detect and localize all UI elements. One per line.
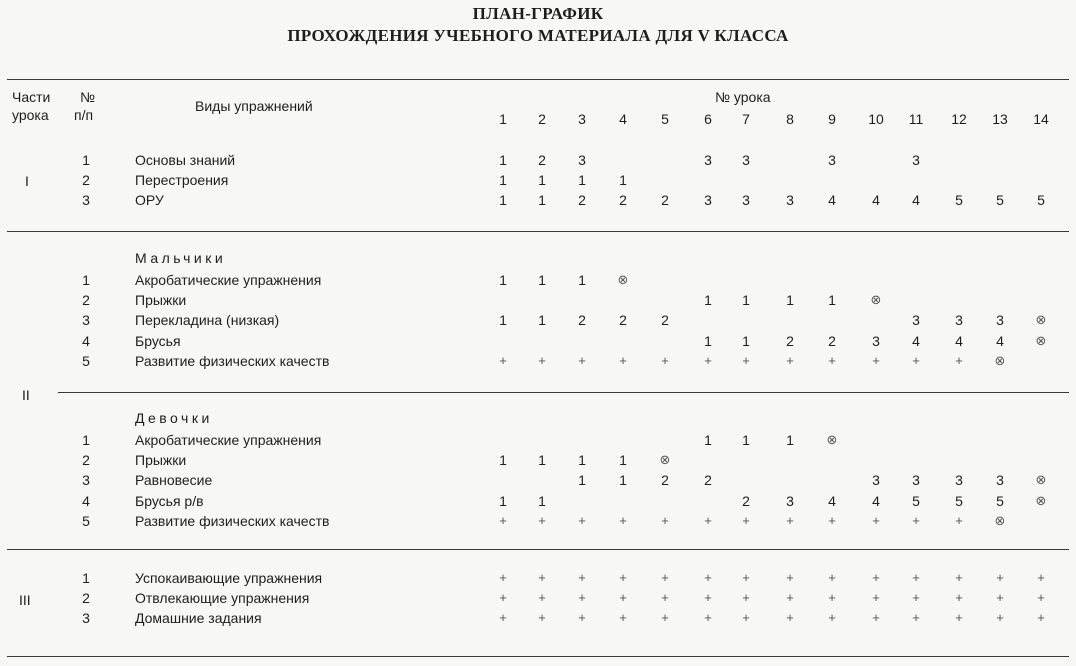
lesson-number-3: 3 <box>578 111 586 127</box>
row-number: 3 <box>82 610 90 626</box>
lesson-cell: + <box>872 610 880 625</box>
lesson-cell: + <box>499 353 507 368</box>
lesson-cell: 1 <box>742 432 750 448</box>
lesson-cell: 5 <box>996 493 1004 509</box>
lesson-cell: 2 <box>786 333 794 349</box>
header-parts-line1: Части <box>12 89 51 105</box>
lesson-cell: + <box>996 590 1004 605</box>
exercise-name: Перестроения <box>135 172 229 188</box>
lesson-cell: 1 <box>578 172 586 188</box>
row-number: 2 <box>82 590 90 606</box>
lesson-cell: + <box>661 513 669 528</box>
exercise-name: Брусья <box>135 333 181 349</box>
header-parts-line2: урока <box>12 107 49 123</box>
lesson-cell: 5 <box>955 192 963 208</box>
part-label-I: I <box>25 173 29 189</box>
lesson-cell: + <box>619 590 627 605</box>
lesson-cell: 1 <box>538 192 546 208</box>
lesson-cell: + <box>704 513 712 528</box>
lesson-cell: 1 <box>499 312 507 328</box>
lesson-cell: + <box>499 610 507 625</box>
rule-between-groups <box>58 392 1069 393</box>
lesson-cell: + <box>955 353 963 368</box>
row-number: 4 <box>82 333 90 349</box>
row-number: 1 <box>82 152 90 168</box>
lesson-cell: 5 <box>996 192 1004 208</box>
row-number: 3 <box>82 192 90 208</box>
lesson-cell: + <box>619 610 627 625</box>
lesson-cell: + <box>1037 590 1045 605</box>
lesson-cell: 4 <box>955 333 963 349</box>
lesson-cell: 3 <box>578 152 586 168</box>
lesson-number-2: 2 <box>538 111 546 127</box>
rule-after-part-2 <box>7 549 1069 550</box>
lesson-cell: 3 <box>704 192 712 208</box>
lesson-cell: 1 <box>578 452 586 468</box>
lesson-cell: 4 <box>872 493 880 509</box>
lesson-cell: + <box>955 513 963 528</box>
lesson-cell: 1 <box>704 432 712 448</box>
row-number: 1 <box>82 432 90 448</box>
lesson-cell: + <box>742 610 750 625</box>
lesson-cell: 5 <box>1037 192 1045 208</box>
lesson-cell: 3 <box>872 333 880 349</box>
exercise-name: Успокаивающие упражнения <box>135 570 323 586</box>
row-number: 3 <box>82 472 90 488</box>
lesson-cell: 1 <box>619 452 627 468</box>
part-label-II: II <box>22 387 30 403</box>
row-number: 3 <box>82 312 90 328</box>
lesson-cell: + <box>538 610 546 625</box>
lesson-cell: 1 <box>538 493 546 509</box>
lesson-number-10: 10 <box>868 111 884 127</box>
lesson-cell: ⊗ <box>870 292 882 307</box>
row-number: 5 <box>82 353 90 369</box>
lesson-cell: 1 <box>499 272 507 288</box>
lesson-cell: 2 <box>661 472 669 488</box>
lesson-cell: 3 <box>996 312 1004 328</box>
lesson-cell: + <box>538 353 546 368</box>
lesson-cell: + <box>828 610 836 625</box>
lesson-cell: + <box>955 570 963 585</box>
lesson-number-5: 5 <box>661 111 669 127</box>
row-number: 2 <box>82 292 90 308</box>
lesson-cell: + <box>786 513 794 528</box>
lesson-cell: + <box>828 353 836 368</box>
lesson-cell: 2 <box>578 192 586 208</box>
lesson-cell: + <box>704 570 712 585</box>
lesson-cell: 5 <box>912 493 920 509</box>
lesson-cell: ⊗ <box>826 432 838 447</box>
lesson-cell: + <box>661 570 669 585</box>
row-number: 1 <box>82 272 90 288</box>
lesson-cell: 3 <box>828 152 836 168</box>
lesson-cell: 4 <box>828 493 836 509</box>
rule-after-part-1 <box>7 231 1069 232</box>
lesson-cell: 1 <box>619 472 627 488</box>
exercise-name: Прыжки <box>135 292 187 308</box>
lesson-cell: 1 <box>538 452 546 468</box>
lesson-cell: + <box>661 590 669 605</box>
lesson-cell: 2 <box>619 312 627 328</box>
lesson-cell: + <box>912 570 920 585</box>
lesson-cell: 1 <box>704 333 712 349</box>
lesson-cell: + <box>828 513 836 528</box>
header-num-line1: № <box>80 89 96 105</box>
lesson-cell: 4 <box>912 192 920 208</box>
row-number: 2 <box>82 172 90 188</box>
lesson-cell: ⊗ <box>994 353 1006 368</box>
lesson-cell: ⊗ <box>1035 312 1047 327</box>
lesson-cell: + <box>538 590 546 605</box>
group-label: Девочки <box>135 410 213 426</box>
lesson-cell: 1 <box>786 292 794 308</box>
lesson-cell: + <box>538 513 546 528</box>
lesson-cell: + <box>742 590 750 605</box>
lesson-cell: + <box>786 610 794 625</box>
exercise-name: Брусья р/в <box>135 493 204 509</box>
lesson-cell: + <box>742 570 750 585</box>
lesson-cell: + <box>578 610 586 625</box>
lesson-cell: 2 <box>619 192 627 208</box>
lesson-cell: + <box>1037 610 1045 625</box>
lesson-cell: 1 <box>578 472 586 488</box>
lesson-cell: + <box>578 590 586 605</box>
lesson-cell: 4 <box>996 333 1004 349</box>
lesson-cell: ⊗ <box>994 513 1006 528</box>
lesson-cell: 3 <box>872 472 880 488</box>
lesson-cell: + <box>996 610 1004 625</box>
lesson-cell: + <box>912 610 920 625</box>
lesson-cell: + <box>1037 570 1045 585</box>
lesson-cell: + <box>786 570 794 585</box>
lesson-cell: + <box>786 353 794 368</box>
lesson-cell: 5 <box>955 493 963 509</box>
lesson-cell: + <box>619 570 627 585</box>
lesson-cell: + <box>955 590 963 605</box>
exercise-name: Развитие физических качеств <box>135 353 330 369</box>
lesson-number-13: 13 <box>992 111 1008 127</box>
lesson-cell: + <box>742 353 750 368</box>
lesson-cell: + <box>578 513 586 528</box>
lesson-cell: 1 <box>828 292 836 308</box>
lesson-cell: 2 <box>661 312 669 328</box>
lesson-cell: 3 <box>704 152 712 168</box>
exercise-name: ОРУ <box>135 192 164 208</box>
lesson-cell: + <box>872 590 880 605</box>
exercise-name: Акробатические упражнения <box>135 272 322 288</box>
lesson-cell: + <box>786 590 794 605</box>
lesson-cell: ⊗ <box>659 452 671 467</box>
lesson-cell: + <box>742 513 750 528</box>
exercise-name: Акробатические упражнения <box>135 432 322 448</box>
lesson-cell: + <box>872 570 880 585</box>
lesson-number-4: 4 <box>619 111 627 127</box>
lesson-cell: + <box>996 570 1004 585</box>
header-exercise-types: Виды упражнений <box>195 98 313 114</box>
lesson-cell: 4 <box>828 192 836 208</box>
lesson-cell: + <box>499 590 507 605</box>
group-label: Мальчики <box>135 250 227 266</box>
header-num-line2: п/п <box>74 107 94 123</box>
lesson-cell: + <box>828 570 836 585</box>
doc-title-line2: ПРОХОЖДЕНИЯ УЧЕБНОГО МАТЕРИАЛА ДЛЯ V КЛАССА <box>287 26 789 45</box>
lesson-cell: + <box>704 353 712 368</box>
lesson-cell: + <box>912 353 920 368</box>
lesson-cell: 1 <box>704 292 712 308</box>
lesson-cell: 3 <box>742 192 750 208</box>
lesson-cell: 3 <box>912 312 920 328</box>
lesson-cell: 3 <box>955 472 963 488</box>
lesson-cell: + <box>704 590 712 605</box>
lesson-cell: + <box>499 513 507 528</box>
lesson-cell: 1 <box>742 333 750 349</box>
lesson-cell: 1 <box>578 272 586 288</box>
lesson-cell: 1 <box>499 172 507 188</box>
doc-title-line1: ПЛАН-ГРАФИК <box>472 4 604 23</box>
exercise-name: Равновесие <box>135 472 213 488</box>
lesson-cell: 3 <box>996 472 1004 488</box>
lesson-cell: + <box>872 513 880 528</box>
lesson-cell: 1 <box>538 272 546 288</box>
lesson-cell: + <box>578 353 586 368</box>
exercise-name: Развитие физических качеств <box>135 513 330 529</box>
lesson-cell: 2 <box>538 152 546 168</box>
lesson-cell: + <box>955 610 963 625</box>
rule-bottom <box>7 656 1069 657</box>
part-label-III: III <box>19 592 31 608</box>
lesson-cell: 1 <box>786 432 794 448</box>
exercise-name: Отвлекающие упражнения <box>135 590 310 606</box>
lesson-number-9: 9 <box>828 111 836 127</box>
lesson-number-8: 8 <box>786 111 794 127</box>
lesson-cell: 4 <box>912 333 920 349</box>
lesson-cell: + <box>619 513 627 528</box>
lesson-cell: ⊗ <box>617 272 629 287</box>
lesson-cell: 1 <box>538 172 546 188</box>
exercise-name: Перекладина (низкая) <box>135 312 280 328</box>
lesson-number-7: 7 <box>742 111 750 127</box>
lesson-cell: ⊗ <box>1035 493 1047 508</box>
lesson-cell: + <box>828 590 836 605</box>
lesson-cell: + <box>704 610 712 625</box>
row-number: 5 <box>82 513 90 529</box>
lesson-number-11: 11 <box>908 111 924 127</box>
lesson-cell: 3 <box>786 493 794 509</box>
lesson-cell: ⊗ <box>1035 333 1047 348</box>
lesson-cell: + <box>872 353 880 368</box>
lesson-cell: + <box>538 570 546 585</box>
lesson-cell: 2 <box>828 333 836 349</box>
lesson-cell: 1 <box>499 152 507 168</box>
lesson-cell: + <box>578 570 586 585</box>
lesson-cell: 1 <box>619 172 627 188</box>
lesson-cell: ⊗ <box>1035 472 1047 487</box>
lesson-cell: 3 <box>742 152 750 168</box>
lesson-cell: + <box>661 353 669 368</box>
lesson-cell: 1 <box>499 493 507 509</box>
lesson-cell: 2 <box>742 493 750 509</box>
lesson-cell: 2 <box>704 472 712 488</box>
lesson-cell: 1 <box>538 312 546 328</box>
lesson-cell: 1 <box>742 292 750 308</box>
row-number: 4 <box>82 493 90 509</box>
lesson-cell: 3 <box>912 472 920 488</box>
lesson-cell: + <box>499 570 507 585</box>
lesson-cell: + <box>661 610 669 625</box>
header-lesson-number: № урока <box>715 89 771 105</box>
lesson-number-1: 1 <box>499 111 507 127</box>
row-number: 2 <box>82 452 90 468</box>
lesson-cell: 2 <box>661 192 669 208</box>
exercise-name: Прыжки <box>135 452 187 468</box>
lesson-cell: 2 <box>578 312 586 328</box>
lesson-number-6: 6 <box>704 111 712 127</box>
lesson-cell: 3 <box>786 192 794 208</box>
row-number: 1 <box>82 570 90 586</box>
rule-top <box>7 79 1069 80</box>
exercise-name: Домашние задания <box>135 610 262 626</box>
lesson-cell: 1 <box>499 452 507 468</box>
lesson-cell: 4 <box>872 192 880 208</box>
lesson-cell: + <box>912 590 920 605</box>
lesson-number-14: 14 <box>1033 111 1049 127</box>
lesson-cell: 1 <box>499 192 507 208</box>
exercise-name: Основы знаний <box>135 152 236 168</box>
lesson-cell: + <box>619 353 627 368</box>
lesson-cell: 3 <box>912 152 920 168</box>
lesson-cell: 3 <box>955 312 963 328</box>
lesson-number-12: 12 <box>951 111 967 127</box>
lesson-cell: + <box>912 513 920 528</box>
